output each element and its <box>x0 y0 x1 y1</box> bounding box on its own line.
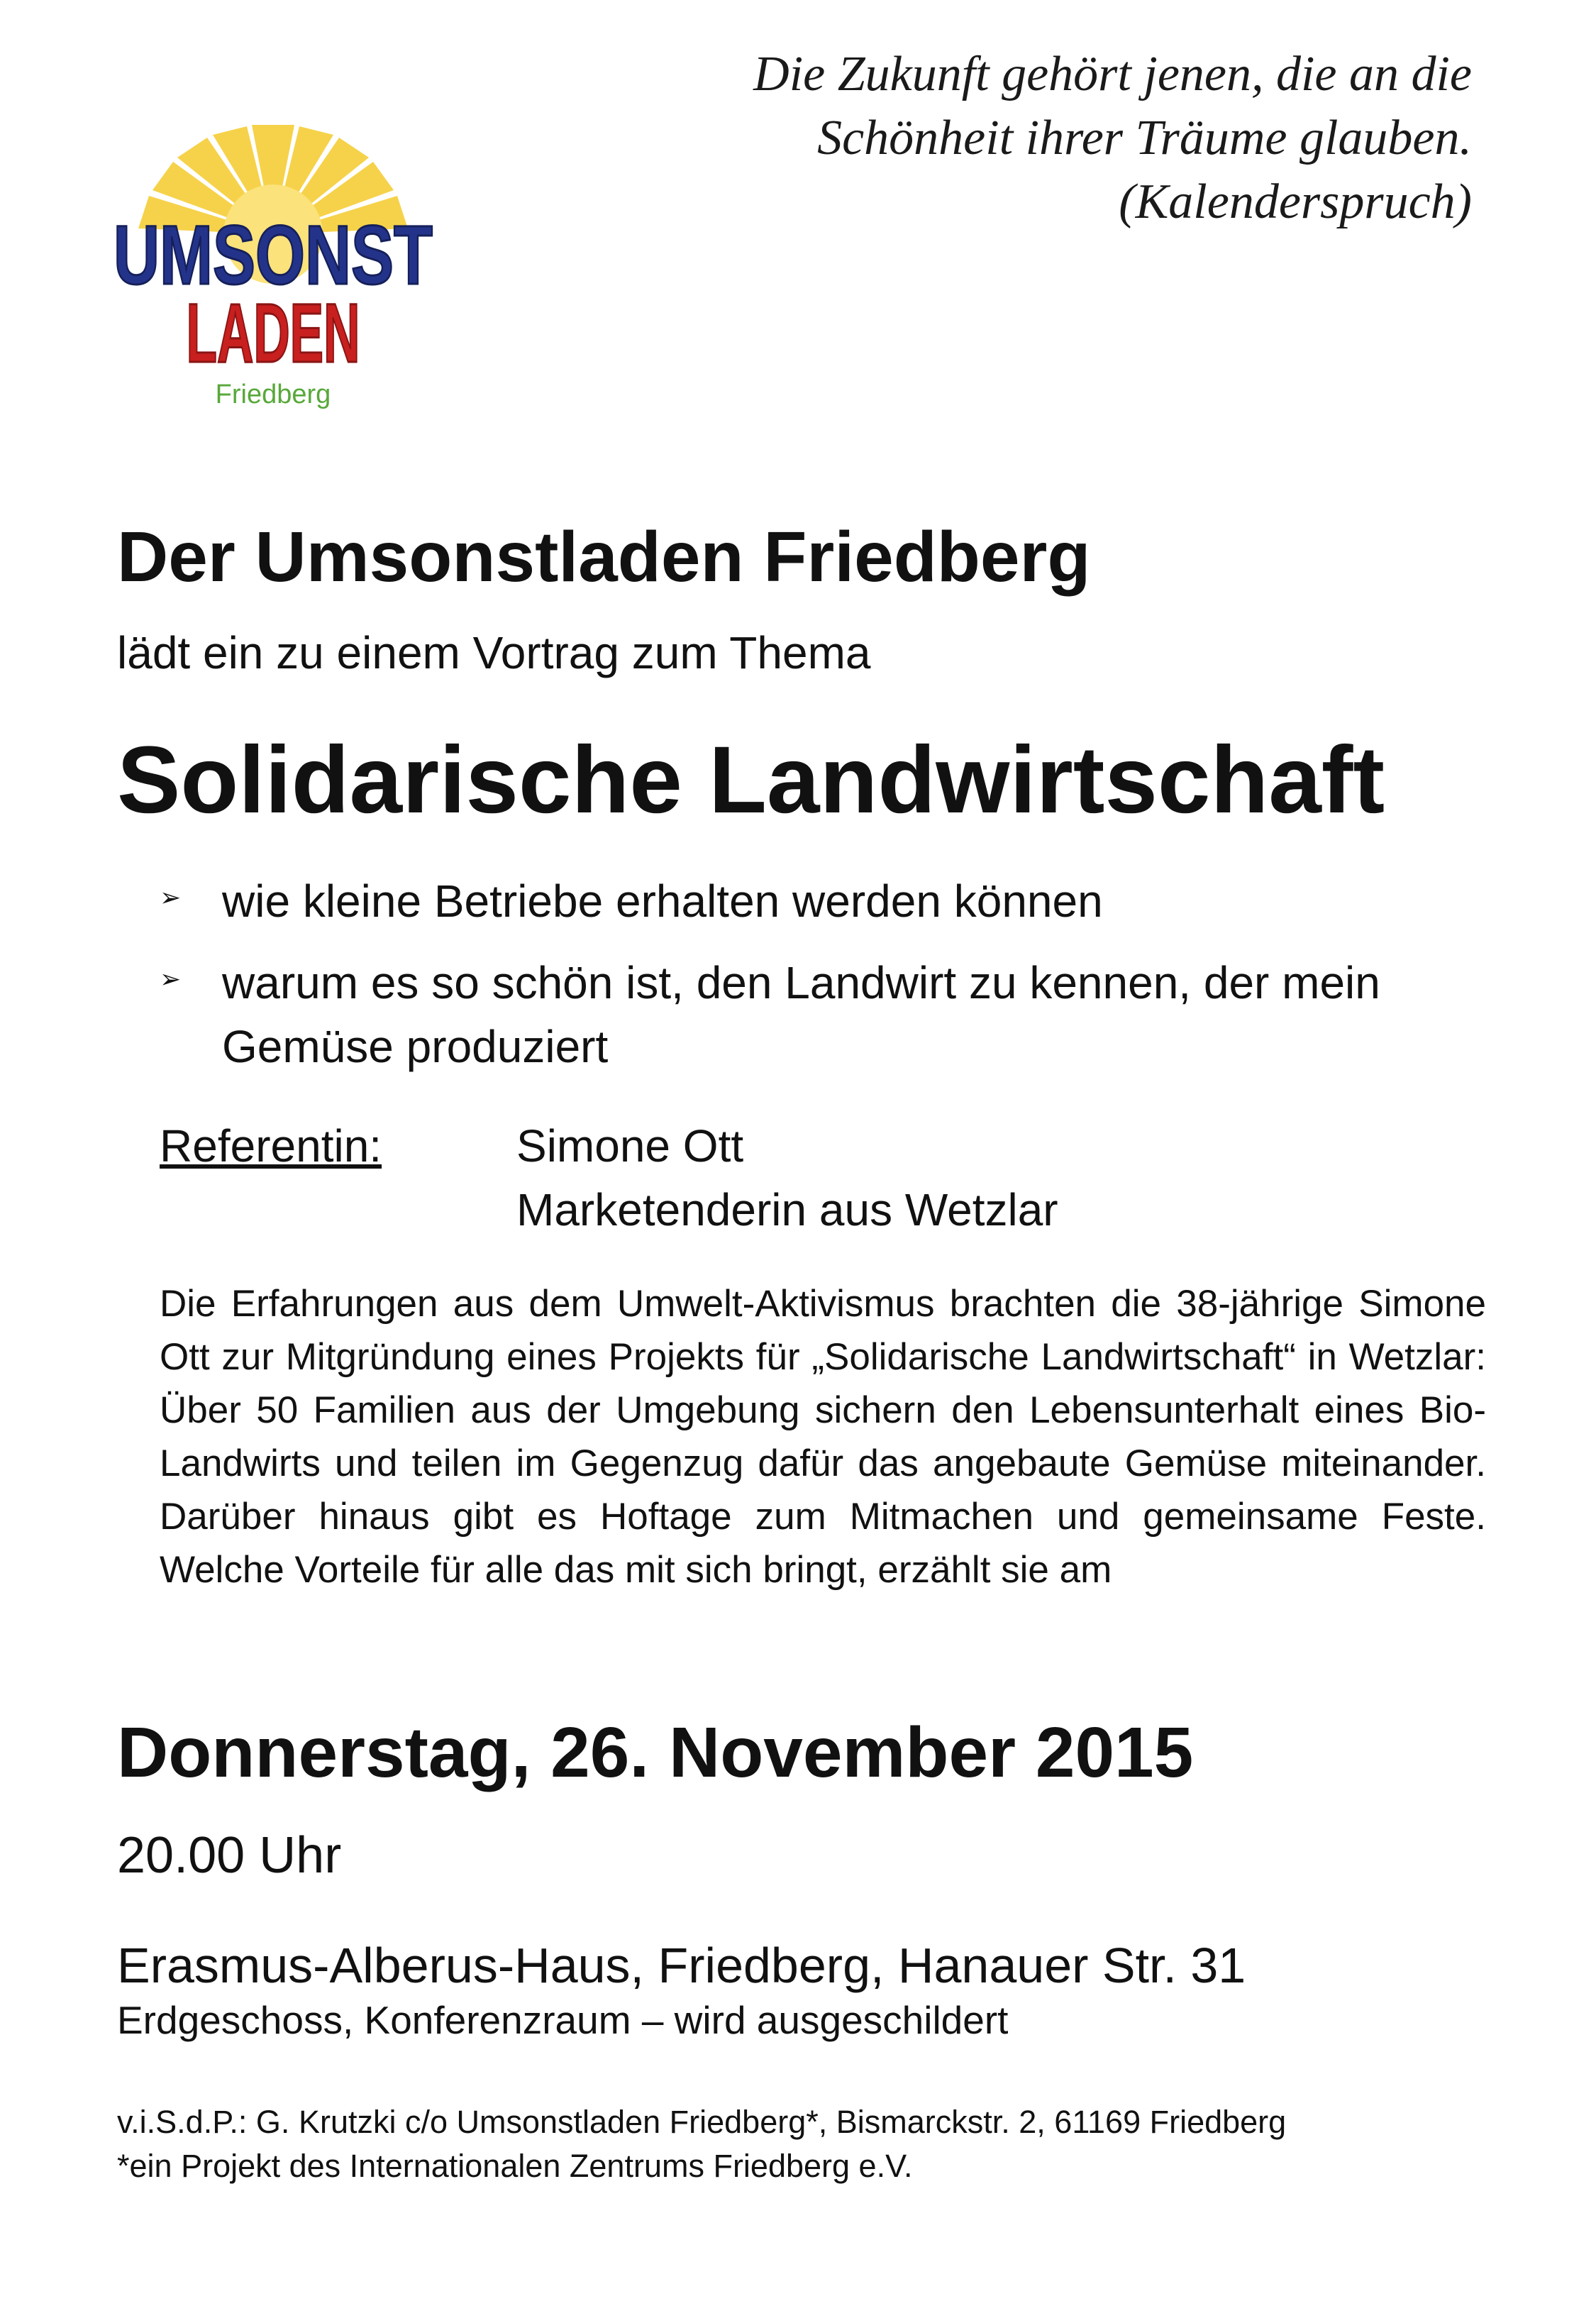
invitation-intro: lädt ein zu einem Vortrag zum Thema <box>117 627 871 678</box>
talk-description: Die Erfahrungen aus dem Umwelt-Aktivismus brachten die 38-jährige Simone Ott zur Mitgründung eines Projekts für „Solidarische Landwirtschaft“ in Wetzlar: Über 50 Familien aus der Umgebung sichern den Lebensunterhalt eines Bio-Landwirts und teilen im Gegenzug dafür das angebaute Gemüse miteinander. Darüber hinaus gibt es Hoftage zum Mitmachen und gemeinsame Feste. Welche Vorteile für alle das mit sich bringt, erzählt sie am <box>160 1283 1486 1591</box>
imprint <box>117 2100 1286 2188</box>
topic-bullet-list <box>160 869 1493 1096</box>
arrowhead-bullet-icon: ➢ <box>160 964 182 993</box>
speaker-label: Referentin: <box>160 1120 382 1171</box>
arrowhead-bullet-icon: ➢ <box>160 883 182 912</box>
list-item <box>160 869 1493 933</box>
bullet-text: warum es so schön ist, den Landwirt zu kennen, der mein Gemüse produziert <box>222 957 1380 1072</box>
event-venue-detail: Erdgeschoss, Konferenzraum – wird ausgeschildert <box>117 1998 1009 2042</box>
quote-line-2: Schönheit ihrer Träume glauben. <box>817 111 1472 165</box>
bullet-text: wie kleine Betriebe erhalten werden können <box>222 876 1103 927</box>
talk-topic-title: Solidarische Landwirtschaft <box>117 727 1385 833</box>
speaker-role: Marketenderin aus Wetzlar <box>516 1184 1058 1235</box>
event-venue: Erasmus-Alberus-Haus, Friedberg, Hanauer Str. 31 <box>117 1938 1246 1993</box>
organization-title: Der Umsonstladen Friedberg <box>117 517 1091 597</box>
event-time: 20.00 Uhr <box>117 1827 342 1884</box>
event-date: Donnerstag, 26. November 2015 <box>117 1713 1194 1792</box>
imprint-line-2: *ein Projekt des Internationalen Zentrums Friedberg e.V. <box>117 2148 913 2184</box>
logo-graphic <box>106 71 440 419</box>
quote-line-1: Die Zukunft gehört jenen, die an die <box>753 47 1472 101</box>
umsonstladen-logo <box>106 71 440 419</box>
list-item <box>160 951 1493 1078</box>
logo-text-umsonst: UMSONST <box>113 209 433 302</box>
logo-text-laden: LADEN <box>186 287 360 380</box>
calendar-quote <box>656 43 1472 234</box>
logo-text-friedberg: Friedberg <box>215 380 331 409</box>
quote-line-3: (Kalenderspruch) <box>1119 175 1472 229</box>
imprint-line-1: v.i.S.d.P.: G. Krutzki c/o Umsonstladen Friedberg*, Bismarckstr. 2, 61169 Friedberg <box>117 2104 1287 2140</box>
speaker-name: Simone Ott <box>516 1120 744 1171</box>
